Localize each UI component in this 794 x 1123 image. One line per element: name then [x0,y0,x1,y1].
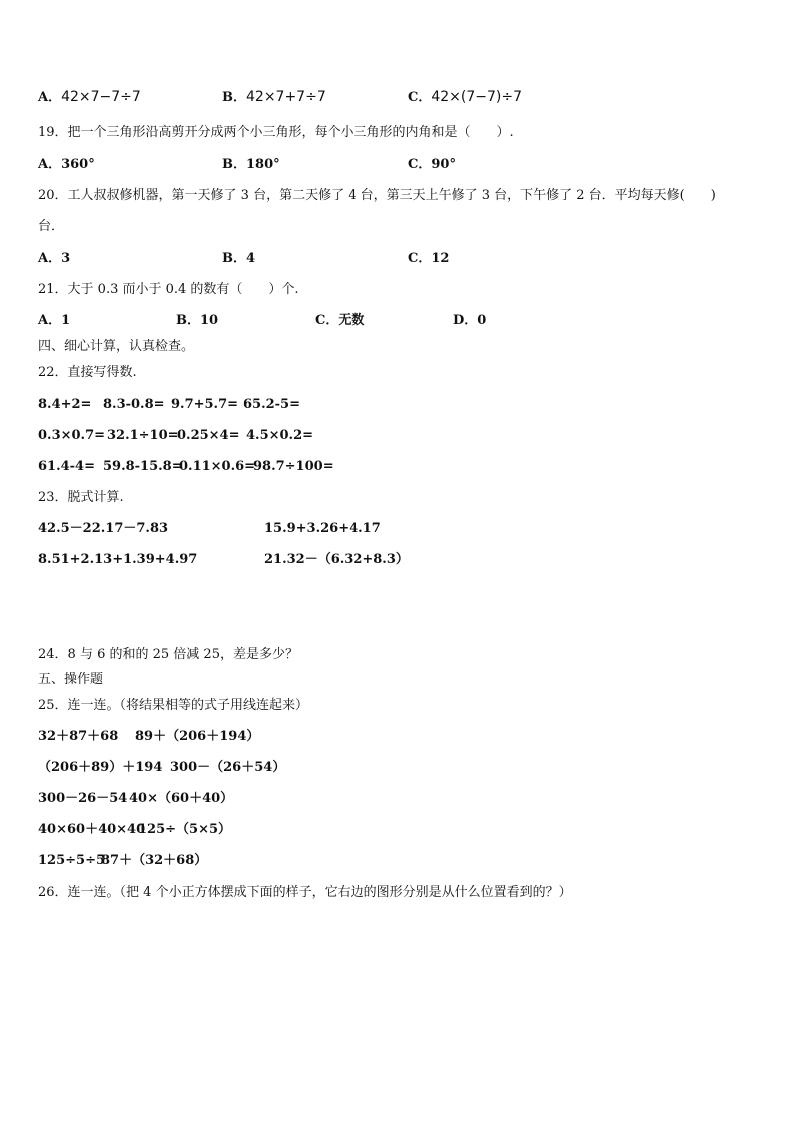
q18-option-c-expr: 42×(7−7)÷7 [431,89,523,105]
q18-option-a-expr: 42×7−7÷7 [61,89,141,105]
q25-right-expr: 87＋（32＋68） [101,853,208,868]
q21-option-d: D．0 [453,313,487,328]
q19-option-b: B．180° [222,157,280,172]
q22-cell: 8.3-0.8= [103,397,165,412]
q22-cell: 65.2-5= [243,397,300,412]
q25-right-expr: 89＋（206＋194） [135,729,260,744]
q22-cell: 8.4+2= [38,397,92,412]
q20-stem: 20．工人叔叔修机器，第一天修了 3 台，第二天修了 4 台，第三天上午修了 3 台，下午修了 2 台．平均每天修( ) [38,188,716,203]
q22-cell: 0.25×4= [177,428,240,443]
q22-cell: 32.1÷10= [107,428,179,443]
q20-option-b: B．4 [222,251,256,266]
q18-option-c [408,89,522,106]
q21-stem: 21．大于 0.3 而小于 0.4 的数有（ ）个. [38,282,299,297]
q23-stem: 23．脱式计算. [38,490,124,505]
q18-option-b [222,89,326,106]
q25-left-expr: 125÷5÷5 [38,853,106,868]
q22-cell: 9.7+5.7= [171,397,239,412]
q18-option-b-label: B． [222,90,246,105]
q20-stem-cont: 台． [38,219,65,234]
q22-cell: 0.3×0.7= [38,428,106,443]
q25-right-expr: 40×（60＋40） [129,791,234,806]
q19-option-c: C．90° [408,157,456,172]
q22-cell: 4.5×0.2= [246,428,314,443]
q19-option-a: A．360° [38,157,95,172]
q23-item: 8.51+2.13+1.39+4.97 [38,552,198,567]
q24-stem: 24．8 与 6 的和的 25 倍减 25，差是多少？ [38,647,298,662]
q18-option-a-label: A． [38,90,62,105]
q19-stem: 19．把一个三角形沿高剪开分成两个小三角形，每个小三角形的内角和是（ ）. [38,125,514,140]
q25-left-expr: （206＋89）＋194 [38,760,163,775]
q21-option-c: C．无数 [315,313,365,328]
q23-item: 42.5－22.17－7.83 [38,521,169,536]
q22-cell: 0.11×0.6= [179,459,256,474]
q20-option-c: C．12 [408,251,450,266]
q23-item: 21.32－（6.32+8.3） [264,552,409,567]
q22-cell: 59.8-15.8= [103,459,183,474]
section-4-heading: 四、细心计算，认真检查。 [38,339,195,354]
q23-item: 15.9+3.26+4.17 [264,521,381,536]
q25-left-expr: 40×60＋40×40 [38,822,146,837]
q18-option-a [38,89,141,106]
q25-right-expr: 125÷（5×5） [138,822,232,837]
q21-option-b: B．10 [176,313,219,328]
section-5-heading: 五、操作题 [38,672,104,687]
q21-option-a: A．1 [38,313,71,328]
q22-cell: 98.7÷100= [253,459,334,474]
q18-option-b-expr: 42×7+7÷7 [246,89,326,105]
q26-stem: 26．连一连。（把 4 个小正方体摆成下面的样子，它右边的图形分别是从什么位置看到的？） [38,885,572,900]
q18-option-c-label: C． [408,90,432,105]
q22-cell: 61.4-4= [38,459,95,474]
q25-left-expr: 300－26－54 [38,791,128,806]
q22-stem: 22．直接写得数. [38,365,137,380]
q25-left-expr: 32＋87＋68 [38,729,119,744]
q25-right-expr: 300－（26＋54） [170,760,286,775]
q20-option-a: A．3 [38,251,71,266]
q25-stem: 25．连一连。（将结果相等的式子用线连起来） [38,698,309,713]
